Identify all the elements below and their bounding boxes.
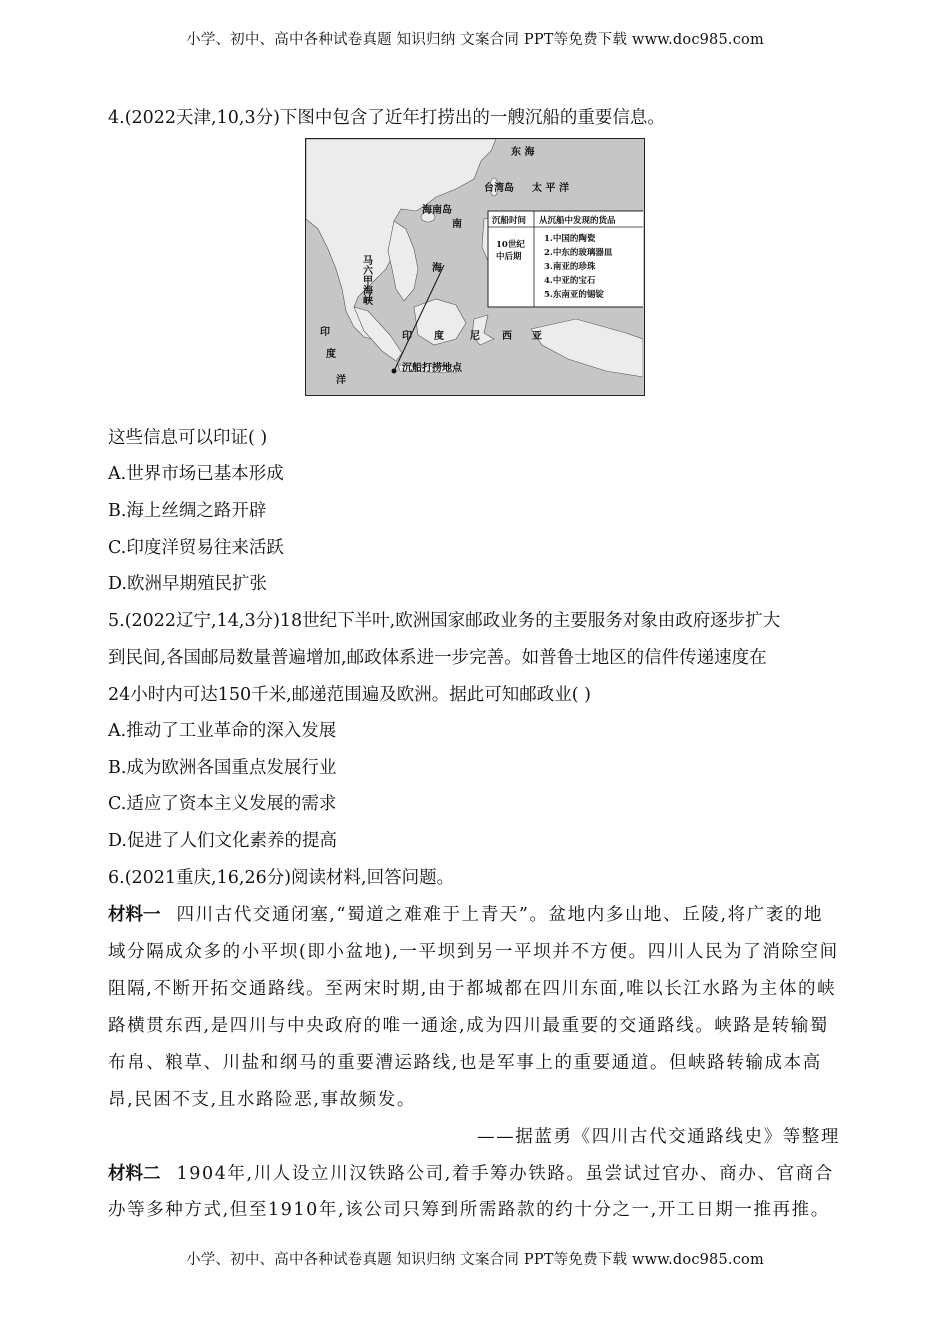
q5-option-c: C.适应了资本主义发展的需求	[108, 794, 337, 814]
table-col1-header: 沉船时间	[492, 216, 527, 226]
table-good-4: 4.中亚的宝石	[544, 276, 596, 286]
table-time-line2: 中后期	[496, 252, 522, 262]
material-2-line2: 办等多种方式,但至1910年,该公司只筹到所需路款的约十分之一,开工日期一推再推。	[108, 1200, 830, 1220]
table-good-3: 3.南亚的珍珠	[544, 262, 596, 272]
q5-option-a: A.推动了工业革命的深入发展	[108, 721, 337, 741]
material-2-line1	[108, 1160, 834, 1185]
q5-stem-line2: 到民间,各国邮局数量普遍增加,邮政体系进一步完善。如普鲁士地区的信件传递速度在	[108, 648, 767, 668]
material-1-source: ——据蓝勇《四川古代交通路线史》等整理	[477, 1127, 840, 1147]
table-time-line1: 10世纪	[496, 240, 525, 250]
label-indonesia-1: 印	[402, 331, 412, 342]
label-malacca: 马六甲海峡	[360, 255, 372, 305]
label-indian-3: 洋	[336, 375, 346, 386]
label-indonesia-2: 度	[434, 331, 444, 342]
map-figure	[306, 139, 643, 394]
q6-stem: 6.(2021重庆,16,26分)阅读材料,回答问题。	[108, 868, 455, 888]
material-2-label: 材料二	[108, 1164, 161, 1184]
table-good-5: 5.东南亚的锡锭	[544, 290, 604, 300]
label-indian-2: 度	[326, 349, 336, 360]
material-1-line5: 布帛、粮草、川盐和纲马的重要漕运路线,也是军事上的重要通道。但峡路转输成本高	[108, 1053, 822, 1073]
material-1-text: 四川古代交通闭塞,“蜀道之难难于上青天”。盆地内多山地、丘陵,将广袤的地	[176, 905, 824, 925]
label-east-sea: 东 海	[511, 147, 535, 158]
q5-stem-line3: 24小时内可达150千米,邮递范围遍及欧洲。据此可知邮政业( )	[108, 685, 591, 705]
label-indian-1: 印	[320, 327, 330, 338]
material-2-text: 1904年,川人设立川汉铁路公司,着手筹办铁路。虽尝试过官办、商办、官商合	[176, 1164, 834, 1184]
label-indonesia-5: 亚	[532, 331, 542, 342]
label-indonesia-3: 尼	[470, 331, 480, 342]
material-1-line1	[108, 901, 823, 926]
q4-stem: 4.(2022天津,10,3分)下图中包含了近年打捞出的一艘沉船的重要信息。	[108, 108, 665, 128]
material-1-line6: 昂,民困不支,且水路险恶,事故频发。	[108, 1090, 416, 1110]
q5-option-d: D.促进了人们文化素养的提高	[108, 831, 337, 851]
label-wreck-site: 沉船打捞地点	[402, 363, 462, 374]
material-1-line4: 路横贯东西,是四川与中央政府的唯一通途,成为四川最重要的交通路线。峡路是转输蜀	[108, 1016, 830, 1036]
q4-option-b: B.海上丝绸之路开辟	[108, 501, 267, 521]
label-indonesia-4: 西	[502, 331, 512, 342]
page-footer: 小学、初中、高中各种试卷真题 知识归纳 文案合同 PPT等免费下载 www.doc985.com	[186, 1252, 764, 1268]
q4-option-a: A.世界市场已基本形成	[108, 464, 284, 484]
label-taiwan: 台湾岛	[484, 183, 514, 194]
q4-option-c: C.印度洋贸易往来活跃	[108, 538, 284, 558]
material-1-line2: 域分隔成众多的小平坝(即小盆地),一平坝到另一平坝并不方便。四川人民为了消除空间	[108, 942, 839, 962]
page-header: 小学、初中、高中各种试卷真题 知识归纳 文案合同 PPT等免费下载 www.doc985.com	[186, 32, 764, 48]
wreck-marker	[392, 369, 397, 374]
q4-prompt: 这些信息可以印证( )	[108, 428, 268, 448]
material-1-label: 材料一	[108, 905, 161, 925]
label-south: 南	[452, 219, 462, 230]
shipwreck-map	[305, 138, 645, 396]
table-col2-header: 从沉船中发现的货品	[539, 216, 616, 226]
table-good-2: 2.中东的玻璃器皿	[544, 248, 613, 258]
q5-option-b: B.成为欧洲各国重点发展行业	[108, 758, 337, 778]
label-pacific: 太 平 洋	[532, 183, 569, 194]
label-sea: 海	[432, 263, 442, 274]
q5-stem-line1: 5.(2022辽宁,14,3分)18世纪下半叶,欧洲国家邮政业务的主要服务对象由政府逐步扩大	[108, 611, 781, 631]
q4-option-d: D.欧洲早期殖民扩张	[108, 574, 267, 594]
table-good-1: 1.中国的陶瓷	[544, 234, 596, 244]
label-hainan: 海南岛	[422, 205, 452, 216]
material-1-line3: 阻隔,不断开拓交通路线。至两宋时期,由于都城都在四川东面,唯以长江水路为主体的峡	[108, 979, 837, 999]
